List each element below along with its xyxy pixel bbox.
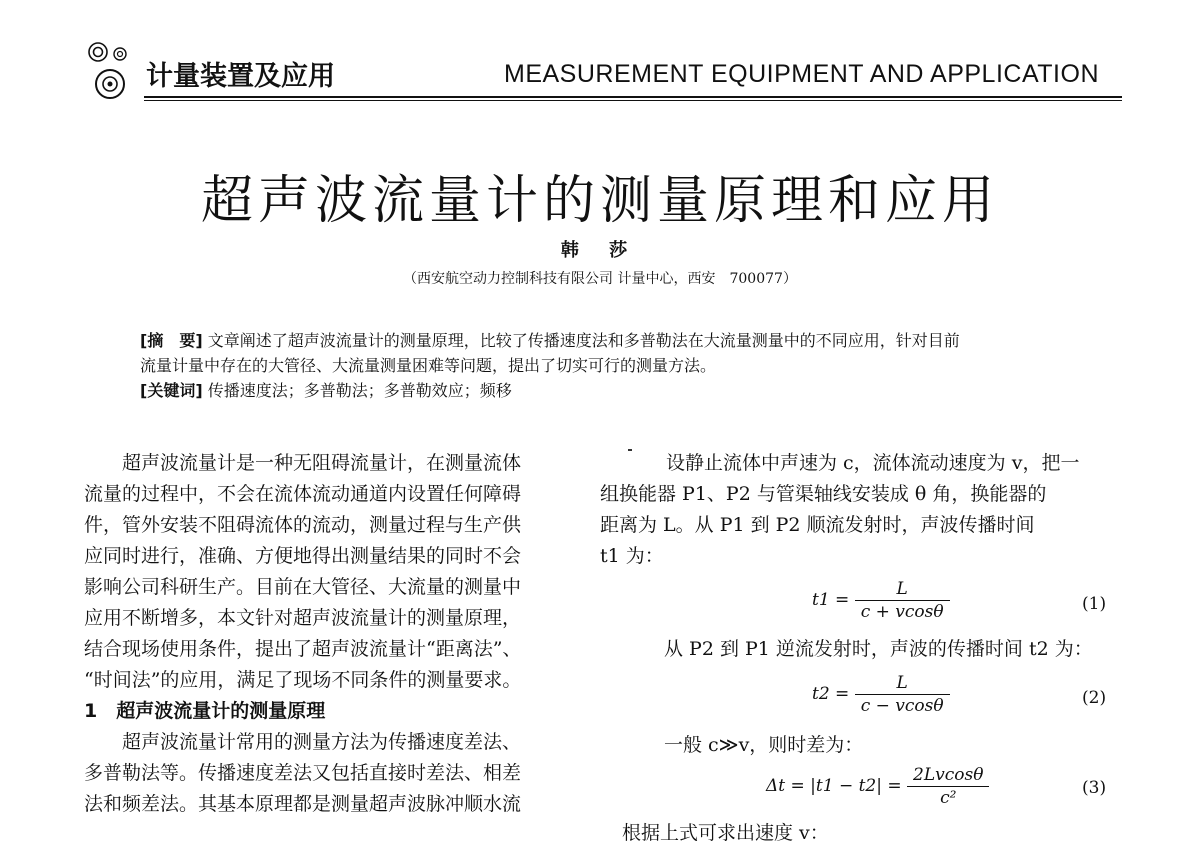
journal-section-title-en: MEASUREMENT EQUIPMENT AND APPLICATION: [504, 60, 1100, 88]
equation-2-numerator: L: [855, 672, 950, 695]
header-rule: [144, 96, 1122, 98]
body-line: 一般 c≫v，则时差为：: [664, 734, 864, 756]
equation-1-fraction: [855, 578, 950, 623]
equation-2-denominator: c − vcosθ: [860, 696, 944, 716]
abstract-line: 流量计量中存在的大管径、大流量测量困难等问题，提出了切实可行的测量方法。: [140, 356, 717, 375]
equation-1-number: (1): [1082, 594, 1107, 614]
body-line: 结合现场使用条件，提出了超声波流量计“距离法”、: [84, 638, 522, 660]
article-title: 超声波流量计的测量原理和应用: [200, 171, 999, 231]
right-column: [600, 448, 1120, 572]
equation-1-lhs: t1 =: [812, 590, 850, 610]
abstract: [140, 328, 1100, 403]
abstract-text: 文章阐述了超声波流量计的测量原理，比较了传播速度法和多普勒法在大流量测量中的不同应用，针对目前: [207, 331, 960, 350]
left-column: [84, 448, 584, 820]
article-author: 韩 莎: [560, 240, 640, 261]
body-line: 距离为 L。从 P1 到 P2 顺流发射时，声波传播时间: [600, 514, 1035, 536]
section-heading: 1 超声波流量计的测量原理: [84, 700, 326, 722]
equation-1: [812, 578, 950, 623]
body-line: 多普勒法等。传播速度差法又包括直接时差法、相差: [84, 762, 522, 784]
body-line: 组换能器 P1、P2 与管渠轴线安装成 θ 角，换能器的: [600, 483, 1047, 505]
equation-3-number: (3): [1082, 778, 1107, 798]
body-line: 件，管外安装不阻碍流体的流动，测量过程与生产供: [84, 514, 522, 536]
equation-3-lhs: Δt = |t1 − t2| =: [766, 776, 902, 796]
equation-3-numerator: 2Lvcosθ: [907, 764, 989, 787]
keywords-label: [关键词]: [140, 381, 203, 400]
abstract-line: [140, 328, 1100, 353]
equation-2-fraction: [855, 672, 950, 717]
body-line: 法和频差法。其基本原理都是测量超声波脉冲顺水流: [84, 793, 522, 815]
body-line: 超声波流量计是一种无阻碍流量计，在测量流体: [122, 452, 522, 474]
body-line: 根据上式可求出速度 v：: [622, 822, 829, 844]
body-line: t1 为：: [600, 545, 664, 567]
equation-2-lhs: t2 =: [812, 684, 850, 704]
journal-logo-icon: [84, 40, 154, 100]
equation-3-fraction: [907, 764, 989, 809]
body-line: 应同时进行，准确、方便地得出测量结果的同时不会: [84, 545, 522, 567]
abstract-label: [摘 要]: [140, 331, 203, 350]
keywords-text: 传播速度法；多普勒法；多普勒效应；频移: [207, 381, 512, 400]
header-rule-thin: [144, 100, 1122, 101]
equation-2: [812, 672, 950, 717]
body-line: 从 P2 到 P1 逆流发射时，声波的传播时间 t2 为：: [664, 638, 1093, 660]
body-line: “时间法”的应用，满足了现场不同条件的测量要求。: [84, 669, 522, 691]
body-line: 应用不断增多，本文针对超声波流量计的测量原理，: [84, 607, 522, 629]
journal-section-title: 计量装置及应用: [146, 61, 335, 92]
equation-2-number: (2): [1082, 688, 1107, 708]
body-line: 流量的过程中，不会在流体流动通道内设置任何障碍: [84, 483, 522, 505]
equation-3: [766, 764, 989, 809]
equation-3-denominator: c²: [940, 788, 957, 808]
equation-1-numerator: L: [855, 578, 950, 601]
body-line: 设静止流体中声速为 c，流体流动速度为 v，把一: [666, 452, 1080, 474]
keywords-line: [140, 378, 1100, 403]
body-line: 影响公司科研生产。目前在大管径、大流量的测量中: [84, 576, 522, 598]
article-affiliation: （西安航空动力控制科技有限公司 计量中心，西安 700077）: [403, 271, 797, 287]
equation-1-denominator: c + vcosθ: [860, 602, 944, 622]
body-line: 超声波流量计常用的测量方法为传播速度差法、: [122, 731, 522, 753]
